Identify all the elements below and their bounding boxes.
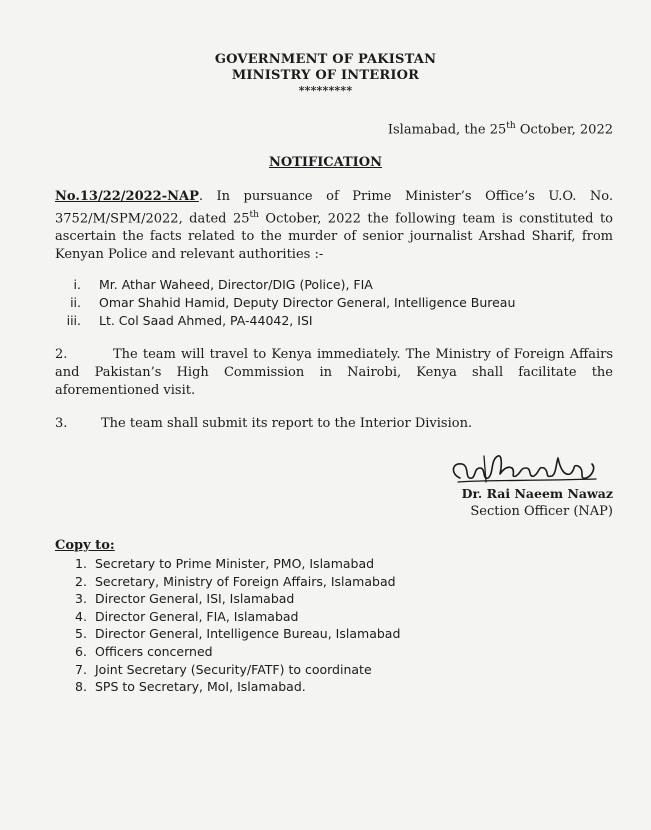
list-item: ii. Omar Shahid Hamid, Deputy Director General, Intelligence Bureau (70, 295, 516, 310)
notification-title: NOTIFICATION (269, 155, 382, 170)
list-item: 6. Officers concerned (75, 643, 213, 659)
team-list (55, 276, 515, 330)
list-item: 2. Secretary, Ministry of Foreign Affairs, Islamabad (75, 573, 396, 589)
list-item: 7. Joint Secretary (Security/FATF) to coordinate (75, 661, 372, 677)
list-item: 1. Secretary to Prime Minister, PMO, Islamabad (75, 556, 375, 571)
paragraph-2: 2. The team will travel to Kenya immediately. The Ministry of Foreign Affairs and Pakistan’s High Commission in Nairobi, Kenya shall facilitate the aforementioned visit. (55, 347, 613, 398)
list-item: 4. Director General, FIA, Islamabad (75, 608, 299, 624)
list-item: i. Mr. Athar Waheed, Director/DIG (Police), FIA (73, 277, 373, 292)
notification-date: Islamabad, the 25th October, 2022 (387, 121, 613, 138)
list-item: 3. Director General, ISI, Islamabad (75, 591, 295, 607)
header-government: GOVERNMENT OF PAKISTAN (214, 52, 437, 67)
list-item: 5. Director General, Intelligence Bureau, Islamabad (75, 626, 401, 642)
signer-name: Dr. Rai Naeem Nawaz (461, 486, 613, 501)
copy-to-list (75, 555, 400, 696)
signer-title: Section Officer (NAP) (470, 504, 613, 519)
header-ministry: MINISTRY OF INTERIOR (231, 68, 420, 83)
list-item: 8. SPS to Secretary, MoI, Islamabad. (75, 679, 306, 695)
paragraph-1: No.13/22/2022-NAP. In pursuance of Prime Minister’s Office’s U.O. No. 3752/M/SPM/2022, dated 25th October, 2022 the following team is constituted to ascertain the facts related to the murder of senior journalist Arshad Sharif, from Kenyan Police and relevant authorities :- (55, 189, 613, 263)
paragraph-3: 3. The team shall submit its report to the Interior Division. (55, 416, 473, 431)
reference-number: No.13/22/2022-NAP (55, 189, 199, 204)
header-stars: ********* (298, 84, 353, 97)
copy-to-heading: Copy to: (55, 538, 115, 553)
list-item: iii. Lt. Col Saad Ahmed, PA-44042, ISI (66, 313, 313, 328)
